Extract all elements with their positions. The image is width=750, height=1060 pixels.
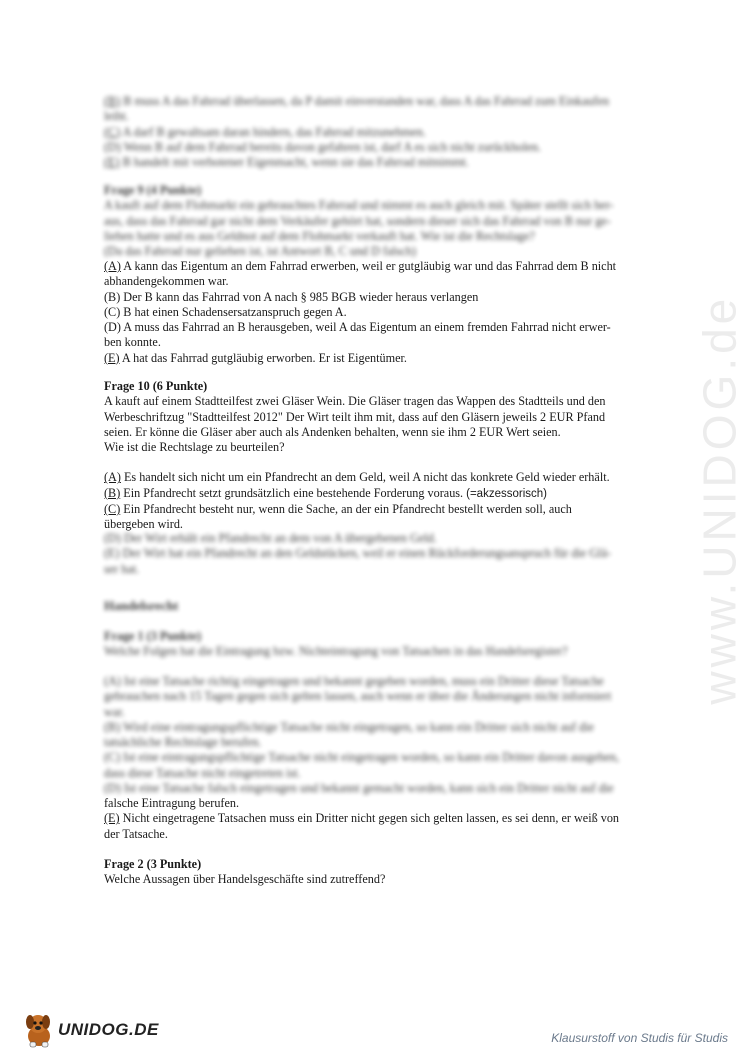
- list-item: (C) Ist eine eintragungspflichtige Tatsache nicht eingetragen worden, so kann ein Dritter davon ausgehen,: [104, 750, 620, 765]
- answer-option-b: (B) Der B kann das Fahrrad von A nach § 985 BGB wieder heraus verlangen: [104, 289, 479, 304]
- question-text: aus, dass das Fahrrad gar nicht dem Verkäufer gehört hat, sondern dieser sich das Fahrrad von B nur ge-: [104, 213, 611, 228]
- list-item: (C) A darf B gewaltsam daran hindern, das Fahrrad mitzunehmen.: [104, 124, 426, 139]
- answer-option-c: (C) Ein Pfandrecht besteht nur, wenn die Sache, an der ein Pfandrecht bestellt werden soll, auch: [104, 502, 572, 517]
- question-9-options: [104, 259, 660, 366]
- footer-slogan: Klausurstoff von Studis für Studis: [551, 1031, 728, 1045]
- question-title: Frage 9 (4 Punkte): [104, 183, 202, 197]
- answer-option-a-cont: abhandengekommen war.: [104, 274, 229, 289]
- list-item: (D) Ist eine Tatsache falsch eingetragen und bekannt gemacht worden, kann sich ein Dritter nicht auf die: [104, 781, 614, 796]
- list-item: (B) Wird eine eintragungspflichtige Tatsache nicht eingetragen, so kann ein Dritter sich nicht auf die: [104, 719, 594, 734]
- hr-question-1-header: [104, 629, 660, 660]
- list-item: (E) B handelt mit verbotener Eigenmacht, wenn sie das Fahrrad mitnimmt.: [104, 155, 469, 170]
- question-text: A kauft auf dem Flohmarkt ein gebrauchtes Fahrrad und nimmt es auch gleich mit. Später stellt sich her-: [104, 198, 614, 213]
- list-item: (D) Wenn B auf dem Fahrrad bereits davon gefahren ist, darf A es sich nicht zurückholen.: [104, 139, 542, 154]
- answer-option-c-cont: übergeben wird.: [104, 517, 183, 532]
- answer-option-d-cont: ben konnte.: [104, 335, 161, 350]
- hr-question-1-blurred-options: [104, 674, 660, 796]
- hr-question-2: [104, 857, 660, 888]
- question-9-header: [104, 183, 660, 259]
- question-text: Welche Folgen hat die Eintragung bzw. Nichteintragung von Tatsachen in das Handelsregister?: [104, 644, 568, 659]
- list-item: (D) Der Wirt erhält ein Pfandrecht an dem von A übergebenen Geld.: [104, 531, 437, 545]
- answer-option-b: (B) Ein Pfandrecht setzt grundsätzlich eine bestehende Forderung voraus. (=akzessorisch): [104, 485, 547, 500]
- section-title: Handelsrecht: [104, 598, 179, 613]
- list-item: gebrauchen nach 15 Tagen gegen sich gelten lassen, auch wenn er über die Änderungen nicht informiert: [104, 689, 612, 704]
- answer-option-d-cont: falsche Eintragung berufen.: [104, 796, 240, 810]
- watermark: [690, 260, 750, 740]
- question-text: Werbeschriftzug "Stadtteilfest 2012" Der Wirt teilt ihm mit, dass auf den Gläsern jeweils 2 EUR Pfand: [104, 409, 606, 424]
- previous-question-options: [104, 94, 660, 170]
- question-text: liehen hatte und es aus Geldnot auf dem Flohmarkt verkauft hat. Wie ist die Rechtslage?: [104, 228, 535, 243]
- answer-option-d: (D) A muss das Fahrrad an B herausgeben, weil A das Eigentum an einem fremden Fahrrad nicht erwer-: [104, 320, 611, 335]
- logo-text: UNIDOG.DE: [58, 1020, 159, 1040]
- list-item: (E) Der Wirt hat ein Pfandrecht an den Geldstücken, weil er einen Rückforderungsanspruch für die Glä-: [104, 546, 611, 561]
- question-title: Frage 1 (3 Punkte): [104, 629, 202, 643]
- answer-option-a: (A) Es handelt sich nicht um ein Pfandrecht an dem Geld, weil A nicht das konkrete Geld wieder erhält.: [104, 470, 610, 485]
- question-text: Wie ist die Rechtslage zu beurteilen?: [104, 440, 285, 455]
- answer-option-e: (E) A hat das Fahrrad gutgläubig erworben. Er ist Eigentümer.: [104, 350, 407, 365]
- unidog-logo[interactable]: [22, 1012, 159, 1048]
- handwritten-note: (=akzessorisch): [466, 487, 547, 500]
- list-item: leiht.: [104, 109, 129, 124]
- dog-mascot-icon: [22, 1012, 56, 1048]
- list-item: ser hat.: [104, 561, 140, 576]
- answer-option-c: (C) B hat einen Schadensersatzanspruch gegen A.: [104, 304, 347, 319]
- list-item: (A) Ist eine Tatsache richtig eingetragen und bekannt gegeben worden, muss ein Dritter diese Tatsache: [104, 674, 604, 688]
- answer-option-e: (E) Nicht eingetragene Tatsachen muss ein Dritter nicht gegen sich gelten lassen, es sei denn, er weiß von: [104, 811, 620, 826]
- question-title: Frage 2 (3 Punkte): [104, 857, 202, 871]
- answer-option-a: (A) A kann das Eigentum an dem Fahrrad erwerben, weil er gutgläubig war und das Fahrrad dem B nicht: [104, 259, 617, 273]
- list-item: war.: [104, 704, 125, 719]
- question-10-blurred-options: [104, 531, 660, 577]
- watermark-text: www.UNIDOG.de: [693, 295, 746, 705]
- question-text: seien. Er könne die Gläser aber auch als Andenken behalten, wenn sie ihm 2 EUR Wert seien.: [104, 424, 561, 439]
- list-item: tatsächliche Rechtslage berufen.: [104, 735, 262, 750]
- question-text: Welche Aussagen über Handelsgeschäfte sind zutreffend?: [104, 872, 386, 887]
- question-title: Frage 10 (6 Punkte): [104, 379, 208, 393]
- question-text: A kauft auf einem Stadtteilfest zwei Gläser Wein. Die Gläser tragen das Wappen des Stadtteils und den: [104, 394, 606, 409]
- answer-option-e-cont: der Tatsache.: [104, 826, 168, 841]
- list-item: dass diese Tatsache nicht eingetreten ist.: [104, 765, 301, 780]
- question-10: [104, 379, 660, 533]
- section-heading: [104, 598, 660, 613]
- list-item: (B) B muss A das Fahrrad überlassen, da P damit einverstanden war, dass A das Fahrrad zum Einkaufen: [104, 94, 610, 108]
- question-note: (Da das Fahrrad nur geliehen ist, ist Antwort B, C und D falsch): [104, 244, 417, 259]
- hr-question-1-options: [104, 796, 660, 842]
